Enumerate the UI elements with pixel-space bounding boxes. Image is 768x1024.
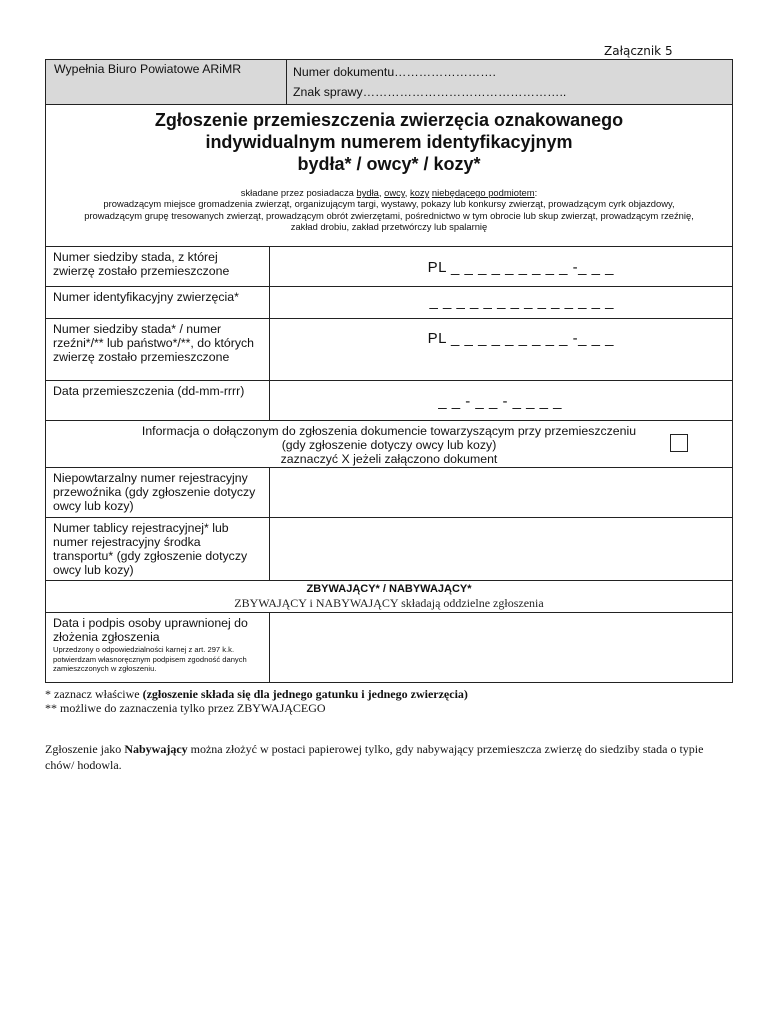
herd-from-input[interactable] xyxy=(270,247,732,286)
form-title-line2: indywidualnym numerem identyfikacyjnym xyxy=(205,132,573,152)
submitted-by: składane przez posiadacza bydła, owcy, kozy niebędącego podmiotem: xyxy=(240,187,538,198)
date-format: _ _ - _ _ - _ _ _ _ xyxy=(438,393,562,410)
attached-document-row xyxy=(46,420,732,467)
date-input[interactable] xyxy=(270,381,732,420)
herd-from-code: PL _ _ _ _ _ _ _ _ _ -_ _ _ xyxy=(427,259,614,276)
herd-from-label: Numer siedziby stada, z której zwierzę zostało przemieszczone xyxy=(46,247,270,286)
signature-label-cell xyxy=(46,613,270,682)
role-title[interactable]: ZBYWAJĄCY* / NABYWAJĄCY* xyxy=(306,583,472,595)
attached-document-info xyxy=(46,421,732,467)
signature-label: Data i podpis osoby uprawnionej do złożenia zgłoszenia xyxy=(53,616,248,644)
attached-document-checkbox[interactable] xyxy=(670,434,688,452)
buyer-paragraph: Zgłoszenie jako Nabywający można złożyć w postaci papierowej tylko, gdy nabywający przemieszcza zwierzę do siedziby stada o typie chów/ hodowla. xyxy=(45,742,704,772)
carrier-row xyxy=(46,467,732,517)
office-header xyxy=(46,60,732,104)
info-line-1: Informacja o dołączonym do zgłoszenia dokumencie towarzyszącym przy przemieszczeniu xyxy=(141,424,637,438)
annex-number: Załącznik 5 xyxy=(604,44,673,58)
submitter-description-1: prowadzącym miejsce gromadzenia zwierząt, organizującym targi, wystawy, pokazy lub konkursy zwierząt, prowadzącym cyrk objazdowy, xyxy=(103,198,675,209)
case-reference-field[interactable]: Znak sprawy………………………………………….. xyxy=(293,85,567,99)
submitter-description-3: zakład drobiu, zakład przetwórczy lub spalarnię xyxy=(290,221,488,232)
herd-to-row xyxy=(46,318,732,380)
plate-row xyxy=(46,517,732,580)
plate-input[interactable] xyxy=(270,518,732,580)
role-note: ZBYWAJĄCY i NABYWAJĄCY składają oddzielne zgłoszenia xyxy=(234,596,544,610)
title-section xyxy=(46,104,732,246)
info-line-2: (gdy zgłoszenie dotyczy owcy lub kozy) xyxy=(281,438,497,452)
plate-label: Numer tablicy rejestracyjnej* lub numer rejestracyjny środka transportu* (gdy zgłoszenie dotyczy owcy lub kozy) xyxy=(46,518,270,580)
document-number-field[interactable]: Numer dokumentu……………………. xyxy=(293,65,496,79)
date-label: Data przemieszczenia (dd-mm-rrrr) xyxy=(46,381,270,420)
footnote-2: ** możliwe do zaznaczenia tylko przez ZBYWAJĄCEGO xyxy=(45,701,326,715)
submitter-description-2: prowadzącym grupę tresowanych zwierząt, prowadzącym obrót zwierzętami, pośrednictwo w tym obrocie lub skup zwierząt, prowadzącym rzeźnię, xyxy=(84,209,694,221)
herd-from-row xyxy=(46,246,732,286)
date-row xyxy=(46,380,732,420)
office-label: Wypełnia Biuro Powiatowe ARiMR xyxy=(46,60,287,104)
signature-input[interactable] xyxy=(270,613,732,682)
animal-id-placeholder: _ _ _ _ _ _ _ _ _ _ _ _ _ _ xyxy=(429,293,614,310)
signature-note: Uprzedzony o odpowiedzialności karnej z art. 297 k.k. potwierdzam własnoręcznym podpisem zgodność danych zamieszczonych w zgłoszeniu. xyxy=(53,645,247,673)
footnote-1: * zaznacz właściwe (zgłoszenie składa się dla jednego gatunku i jednego zwierzęcia) xyxy=(45,687,468,701)
herd-to-input[interactable] xyxy=(270,319,732,380)
animal-id-label: Numer identyfikacyjny zwierzęcia* xyxy=(46,287,270,318)
title-block xyxy=(46,105,732,246)
signature-row xyxy=(46,612,732,682)
form-title-line3: bydła* / owcy* / kozy* xyxy=(297,154,481,174)
movement-form xyxy=(45,59,733,683)
animal-id-input[interactable] xyxy=(270,287,732,318)
carrier-input[interactable] xyxy=(270,468,732,517)
herd-to-code: PL _ _ _ _ _ _ _ _ _ -_ _ _ xyxy=(427,330,614,347)
carrier-label: Niepowtarzalny numer rejestracyjny przewoźnika (gdy zgłoszenie dotyczy owcy lub kozy) xyxy=(46,468,270,517)
office-fields xyxy=(287,60,732,104)
role-row xyxy=(46,580,732,612)
herd-to-label: Numer siedziby stada* / numer rzeźni*/** lub państwo*/**, do których zwierzę zostało przemieszczone xyxy=(46,319,270,380)
animal-id-row xyxy=(46,286,732,318)
info-line-3: zaznaczyć X jeżeli załączono dokument xyxy=(280,452,498,466)
form-title-line1: Zgłoszenie przemieszczenia zwierzęcia oznakowanego xyxy=(154,110,624,130)
